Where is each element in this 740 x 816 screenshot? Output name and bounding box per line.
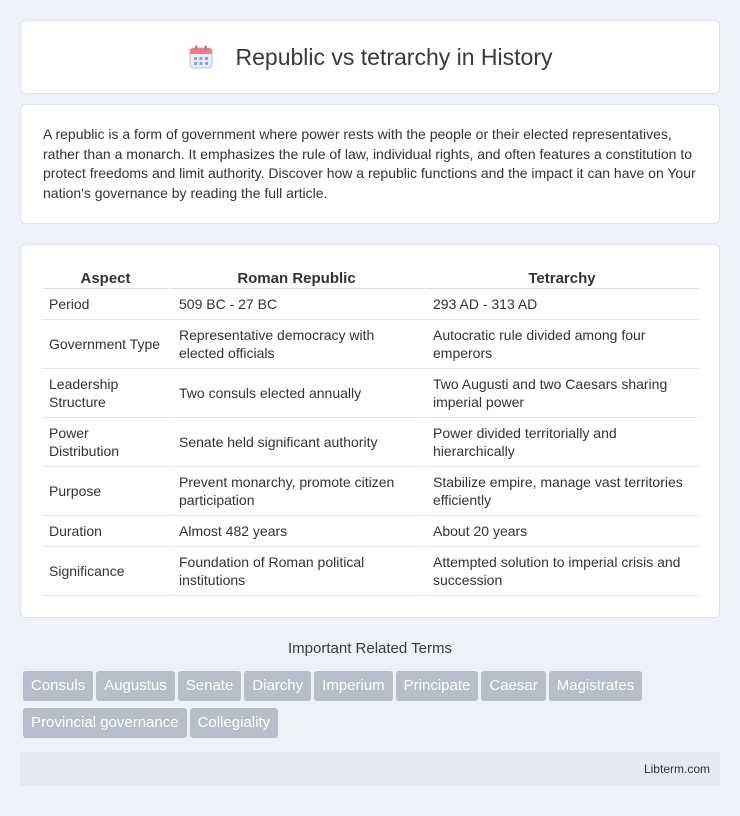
table-row [43, 320, 699, 369]
tag-collegiality[interactable]: Collegiality [190, 708, 279, 738]
intro-card [20, 104, 720, 224]
tag-caesar[interactable]: Caesar [481, 671, 545, 701]
table-header-row [43, 265, 699, 289]
footer [20, 752, 720, 786]
table-row [43, 418, 699, 467]
comparison-table-card [20, 244, 720, 618]
row-tetrarchy: Autocratic rule divided among four emperors [425, 320, 699, 369]
tag-diarchy[interactable]: Diarchy [244, 671, 311, 701]
row-roman-republic: Representative democracy with elected officials [171, 320, 425, 369]
row-roman-republic: Almost 482 years [171, 516, 425, 547]
intro-text: A republic is a form of government where power rests with the people or their elected representatives, rather than a monarch. It emphasizes the rule of law, individual rights, and often features a constitution to protect freedoms and limit authority. Discover how a republic functions and the impact it can have on Your nation's governance by reading the full article. [43, 126, 696, 201]
row-roman-republic: Two consuls elected annually [171, 369, 425, 418]
header-aspect: Aspect [43, 265, 171, 289]
row-aspect: Leadership Structure [43, 369, 171, 418]
row-aspect: Power Distribution [43, 418, 171, 467]
footer-link[interactable]: Libterm.com [643, 762, 710, 776]
comparison-table [43, 265, 699, 596]
row-tetrarchy: Stabilize empire, manage vast territories efficiently [425, 467, 699, 516]
tag-consuls[interactable]: Consuls [23, 671, 93, 701]
header-roman-republic: Roman Republic [171, 265, 425, 289]
table-row [43, 467, 699, 516]
title-wrap [188, 44, 553, 71]
row-roman-republic: 509 BC - 27 BC [171, 289, 425, 320]
row-aspect: Period [43, 289, 171, 320]
row-tetrarchy: Power divided territorially and hierarchically [425, 418, 699, 467]
tag-imperium[interactable]: Imperium [314, 671, 393, 701]
header-tetrarchy: Tetrarchy [425, 265, 699, 289]
row-aspect: Duration [43, 516, 171, 547]
row-roman-republic: Senate held significant authority [171, 418, 425, 467]
row-tetrarchy: About 20 years [425, 516, 699, 547]
related-terms-title: Important Related Terms [288, 640, 452, 657]
table-row [43, 369, 699, 418]
table-row [43, 516, 699, 547]
row-roman-republic: Foundation of Roman political institutions [171, 547, 425, 596]
table-row [43, 289, 699, 320]
tag-provincial-governance[interactable]: Provincial governance [23, 708, 187, 738]
row-aspect: Purpose [43, 467, 171, 516]
row-aspect: Significance [43, 547, 171, 596]
related-terms-tags [23, 671, 713, 745]
page-title: Republic vs tetrarchy in History [235, 43, 553, 70]
tag-principate[interactable]: Principate [396, 671, 479, 701]
row-tetrarchy: Attempted solution to imperial crisis and succession [425, 547, 699, 596]
row-aspect: Government Type [43, 320, 171, 369]
tag-senate[interactable]: Senate [178, 671, 242, 701]
table-row [43, 547, 699, 596]
calendar-icon [188, 44, 214, 70]
title-card [20, 20, 720, 94]
tag-magistrates[interactable]: Magistrates [549, 671, 643, 701]
row-tetrarchy: Two Augusti and two Caesars sharing imperial power [425, 369, 699, 418]
tag-augustus[interactable]: Augustus [96, 671, 175, 701]
row-roman-republic: Prevent monarchy, promote citizen participation [171, 467, 425, 516]
row-tetrarchy: 293 AD - 313 AD [425, 289, 699, 320]
